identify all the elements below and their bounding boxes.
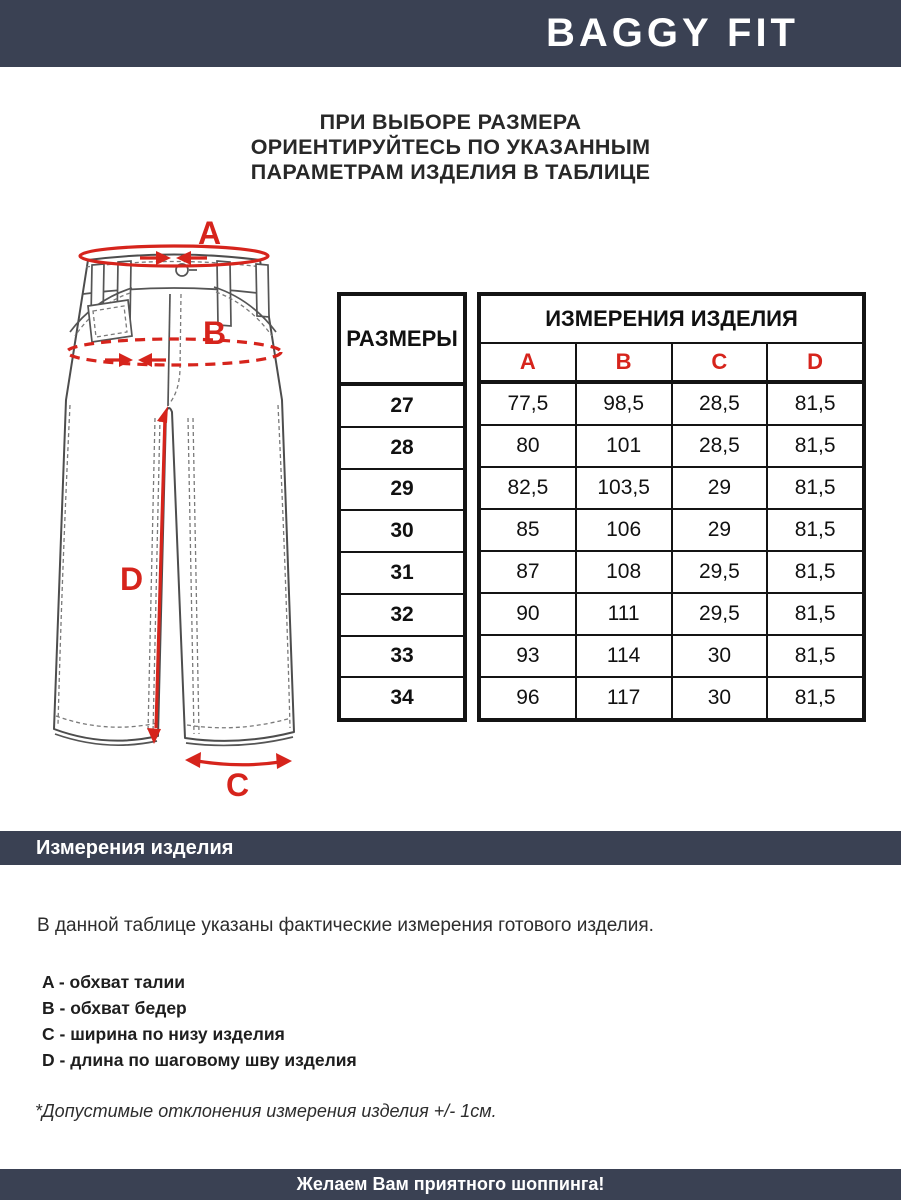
measurement-row — [481, 550, 862, 592]
legend-list — [42, 969, 357, 1073]
measurement-cell: 81,5 — [766, 468, 862, 508]
measurement-cell: 29,5 — [671, 594, 767, 634]
measurement-cell: 81,5 — [766, 636, 862, 676]
measurement-cell: 117 — [575, 678, 671, 718]
measurement-cell: 29,5 — [671, 552, 767, 592]
measurement-cell: 87 — [516, 560, 540, 583]
measurement-row — [481, 384, 862, 424]
measurement-cell: 28,5 — [671, 384, 767, 424]
measurement-cell: 85 — [516, 518, 540, 541]
intro-line-3: ПАРАМЕТРАМ ИЗДЕЛИЯ В ТАБЛИЦЕ — [250, 160, 651, 184]
size-cell: 30 — [341, 509, 463, 551]
column-header-a: A — [519, 349, 536, 374]
measurement-cell: 90 — [516, 602, 540, 625]
brand-title: BAGGY FIT — [545, 11, 799, 55]
measurement-cell: 81,5 — [766, 594, 862, 634]
measure-label-a: A — [198, 220, 222, 251]
legend-item-c: C - ширина по низу изделия — [42, 1024, 285, 1044]
legend-item-b: B - обхват бедер — [42, 998, 187, 1018]
measurement-cell: 28,5 — [671, 426, 767, 466]
measure-label-d: D — [120, 561, 144, 597]
measurement-cell: 29 — [671, 468, 767, 508]
measurement-cell: 81,5 — [766, 426, 862, 466]
column-header-b: B — [575, 344, 671, 380]
measurement-cell: 77,5 — [507, 392, 549, 415]
intro-line-1: ПРИ ВЫБОРЕ РАЗМЕРА — [319, 110, 582, 134]
measurement-cell: 114 — [575, 636, 671, 676]
sizes-column — [337, 292, 467, 722]
sizes-body — [341, 386, 463, 718]
measurement-cell: 81,5 — [766, 678, 862, 718]
section-title: Измерения изделия — [36, 837, 234, 859]
measurement-row — [481, 466, 862, 508]
measurement-cell: 93 — [516, 644, 540, 667]
footer-bar — [0, 1169, 901, 1200]
size-cell: 32 — [341, 593, 463, 635]
hem-width-arrowhead — [185, 752, 201, 768]
measure-label-b: B — [203, 315, 227, 351]
measurements-table — [477, 292, 866, 722]
measurement-cell: 81,5 — [766, 552, 862, 592]
measurement-cell: 81,5 — [766, 510, 862, 550]
intro-heading — [0, 110, 901, 185]
measurement-cell: 80 — [516, 434, 540, 457]
legend-item-a: A - обхват талии — [42, 972, 185, 992]
measurement-cell: 82,5 — [507, 476, 549, 499]
hem-width-arrowhead — [276, 753, 292, 769]
measurement-row — [481, 634, 862, 676]
hem-width-arrow-line — [197, 761, 280, 765]
intro-line-2: ОРИЕНТИРУЙТЕСЬ ПО УКАЗАННЫМ — [250, 135, 651, 159]
measurement-cell: 106 — [575, 510, 671, 550]
measurements-title-cell: ИЗМЕРЕНИЯ ИЗДЕЛИЯ — [481, 296, 862, 344]
measurement-cell: 103,5 — [575, 468, 671, 508]
belt-loop — [256, 264, 269, 317]
measurement-cell: 111 — [575, 594, 671, 634]
measurement-cell: 98,5 — [575, 384, 671, 424]
size-cell: 34 — [341, 676, 463, 718]
measurement-cell: 30 — [671, 678, 767, 718]
measurement-cell: 96 — [516, 686, 540, 709]
size-cell: 27 — [390, 393, 414, 417]
size-cell: 28 — [341, 426, 463, 468]
column-header-c: C — [671, 344, 767, 380]
size-cell: 29 — [341, 468, 463, 510]
measurement-cell: 108 — [575, 552, 671, 592]
measurement-cell: 101 — [575, 426, 671, 466]
measurement-row — [481, 508, 862, 550]
measurement-cell: 81,5 — [766, 384, 862, 424]
description-text: В данной таблице указаны фактические измерения готового изделия. — [37, 915, 654, 936]
measurements-grid — [481, 384, 862, 718]
measurement-row — [481, 592, 862, 634]
jeans-diagram — [30, 220, 330, 812]
measurements-column-headers — [481, 344, 862, 384]
measurement-row — [481, 424, 862, 466]
column-header-d: D — [766, 344, 862, 380]
jeans-sketch-svg — [30, 220, 330, 812]
measurement-row — [481, 676, 862, 718]
header-bar — [0, 0, 901, 67]
measurement-cell: 29 — [671, 510, 767, 550]
measure-label-c: C — [226, 767, 250, 803]
footer-message: Желаем Вам приятного шоппинга! — [296, 1174, 605, 1194]
size-cell: 31 — [341, 551, 463, 593]
sizes-header-cell: РАЗМЕРЫ — [341, 296, 463, 386]
measurement-cell: 30 — [671, 636, 767, 676]
legend-item-d: D - длина по шаговому шву изделия — [42, 1050, 357, 1070]
section-title-bar — [0, 831, 901, 865]
tolerance-note: *Допустимые отклонения измерения изделия +/- 1см. — [35, 1101, 497, 1121]
size-cell: 33 — [341, 635, 463, 677]
